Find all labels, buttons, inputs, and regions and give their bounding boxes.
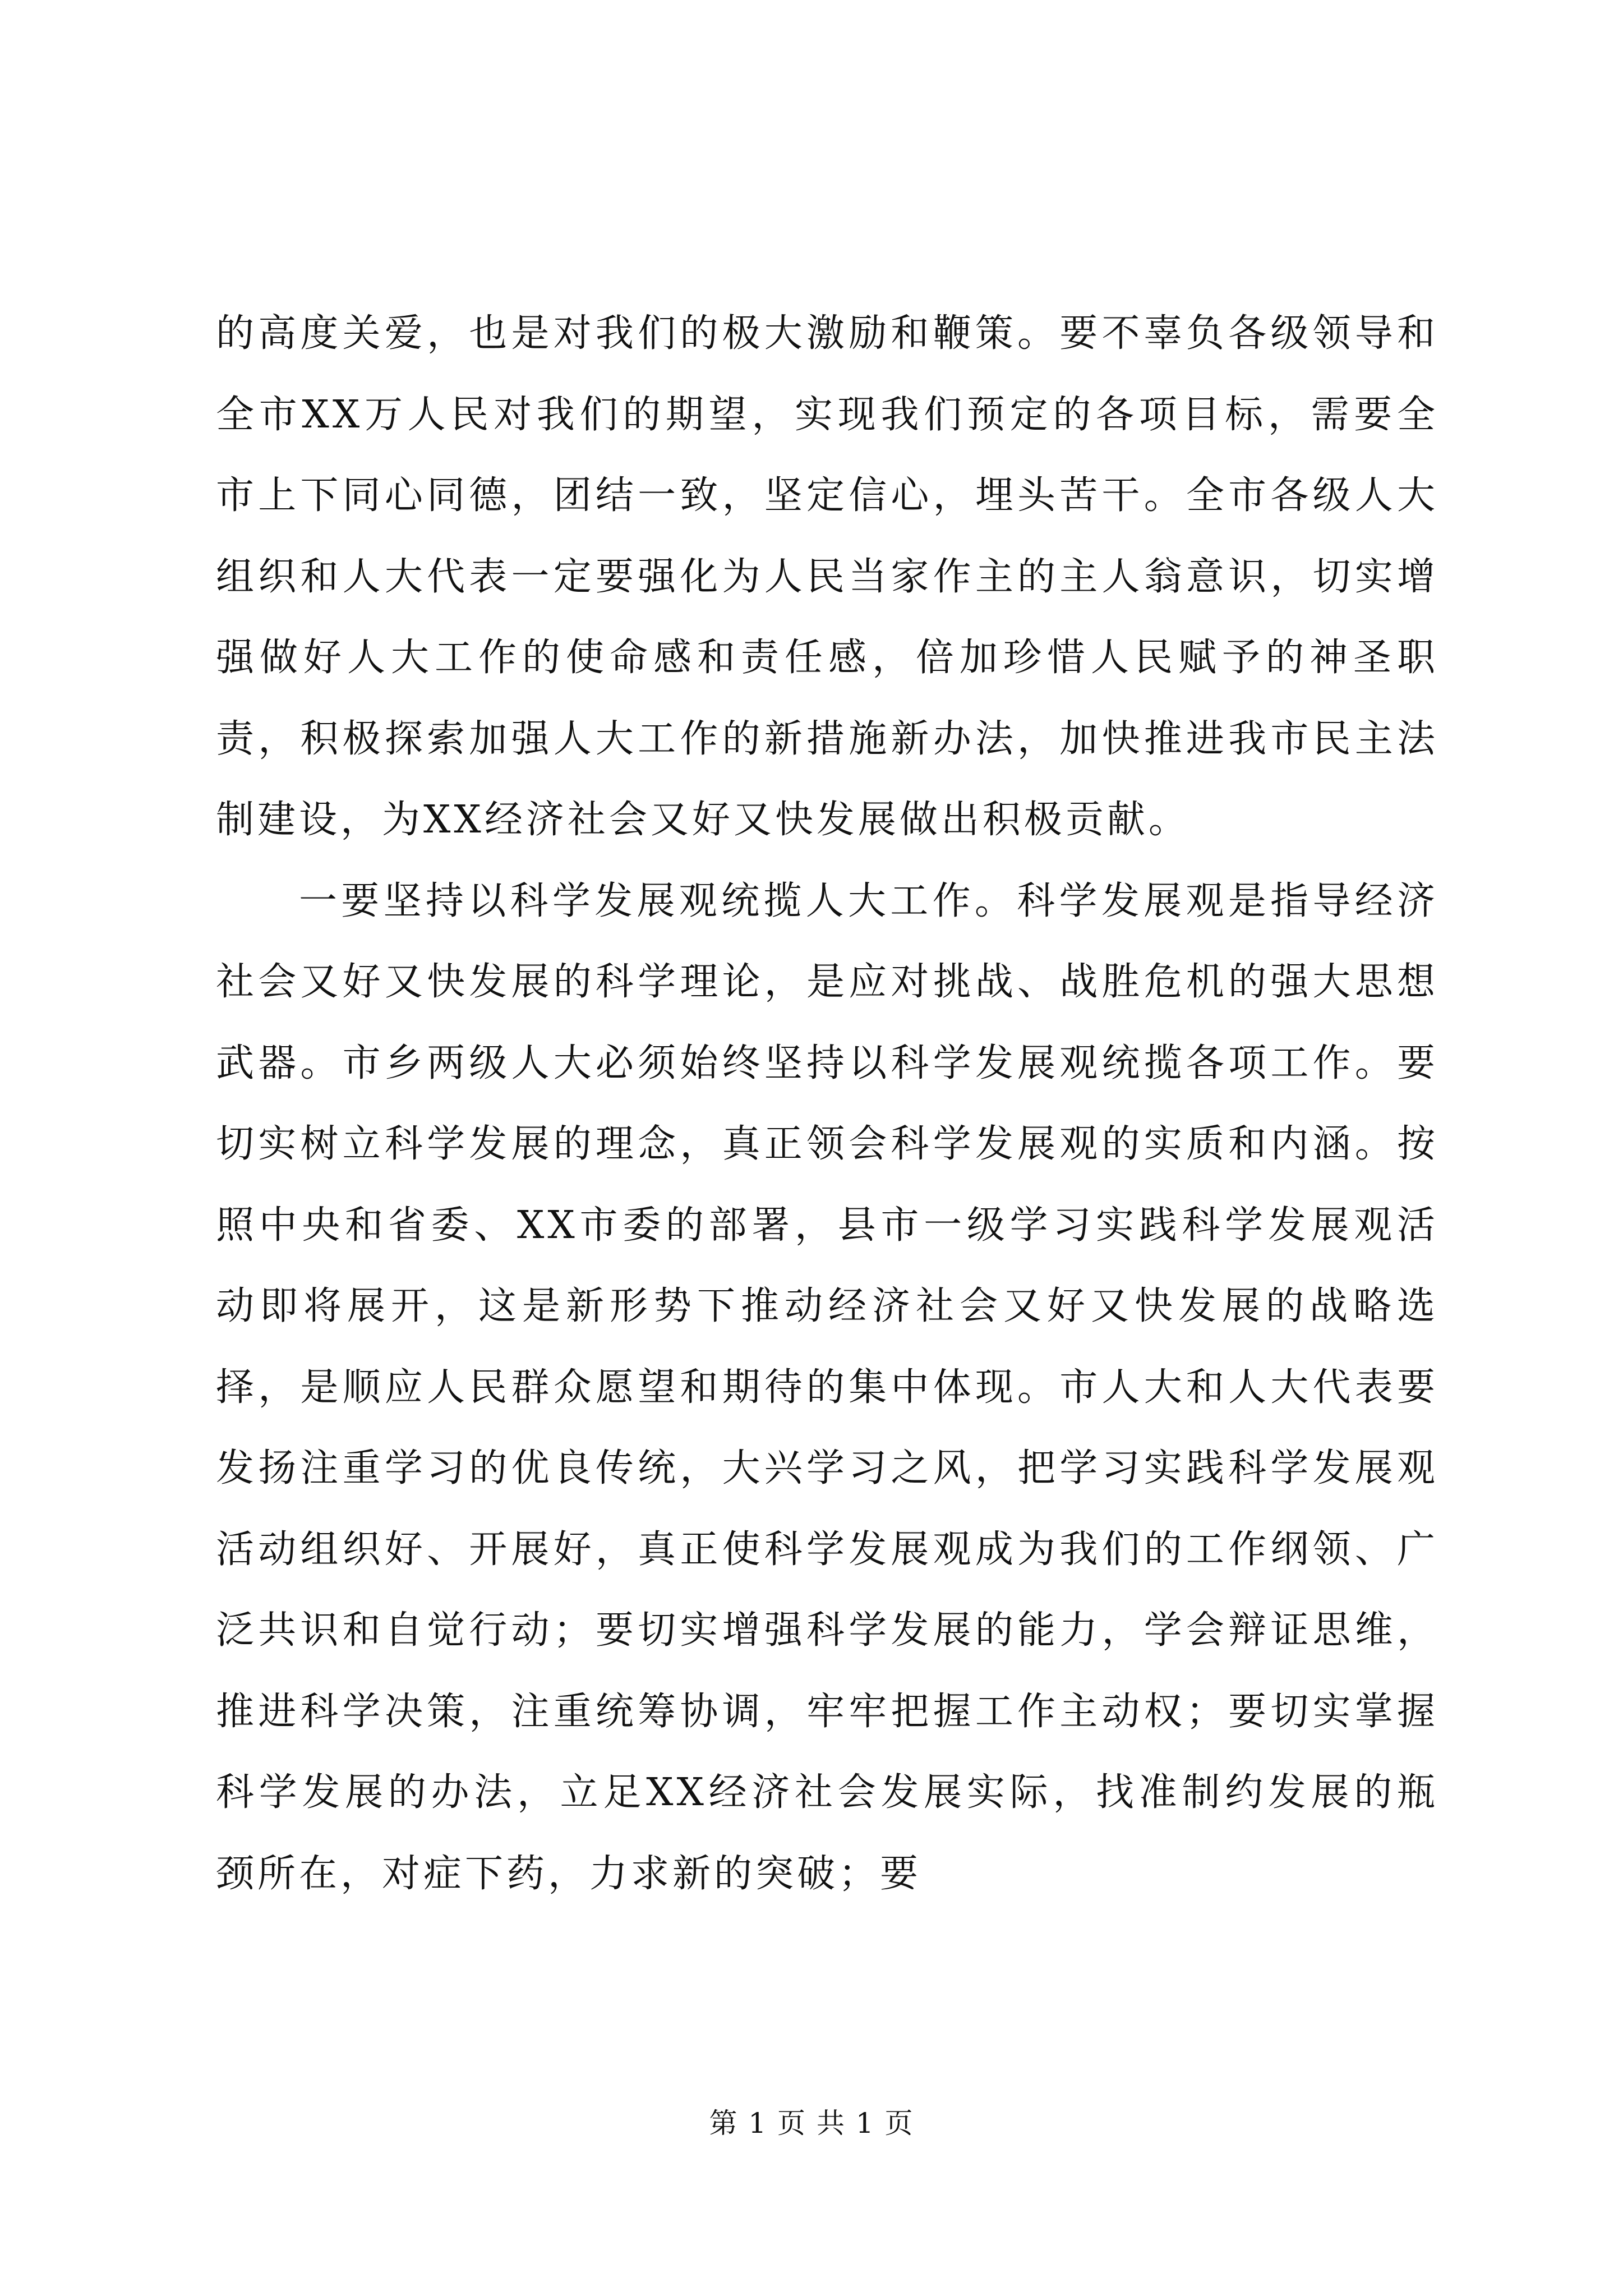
paragraph-1: 的高度关爱，也是对我们的极大激励和鞭策。要不辜负各级领导和全市XX万人民对我们的期望，实现我们预定的各项目标，需要全市上下同心同德，团结一致，坚定信心，埋头苦干。全市各级人大组织和人大代表一定要强化为人民当家作主的主人翁意识，切实增强做好人大工作的使命感和责任感，倍加珍惜人民赋予的神圣职责，积极探索加强人大工作的新措施新办法，加快推进我市民主法制建设，为XX经济社会又好又快发展做出积极贡献。 [216, 311, 1438, 842]
document-body [216, 293, 1438, 1915]
page-footer: 第 1 页 共 1 页 [709, 2107, 914, 2139]
paragraph-2: 一要坚持以科学发展观统揽人大工作。科学发展观是指导经济社会又好又快发展的科学理论，是应对挑战、战胜危机的强大思想武器。市乡两级人大必须始终坚持以科学发展观统揽各项工作。要切实树立科学发展的理念，真正领会科学发展观的实质和内涵。按照中央和省委、XX市委的部署，县市一级学习实践科学发展观活动即将展开，这是新形势下推动经济社会又好又快发展的战略选择，是顺应人民群众愿望和期待的集中体现。市人大和人大代表要发扬注重学习的优良传统，大兴学习之风，把学习实践科学发展观活动组织好、开展好，真正使科学发展观成为我们的工作纲领、广泛共识和自觉行动；要切实增强科学发展的能力，学会辩证思维，推进科学决策，注重统筹协调，牢牢把握工作主动权；要切实掌握科学发展的办法，立足XX经济社会发展实际，找准制约发展的瓶颈所在，对症下药，力求新的突破；要 [216, 878, 1438, 1896]
